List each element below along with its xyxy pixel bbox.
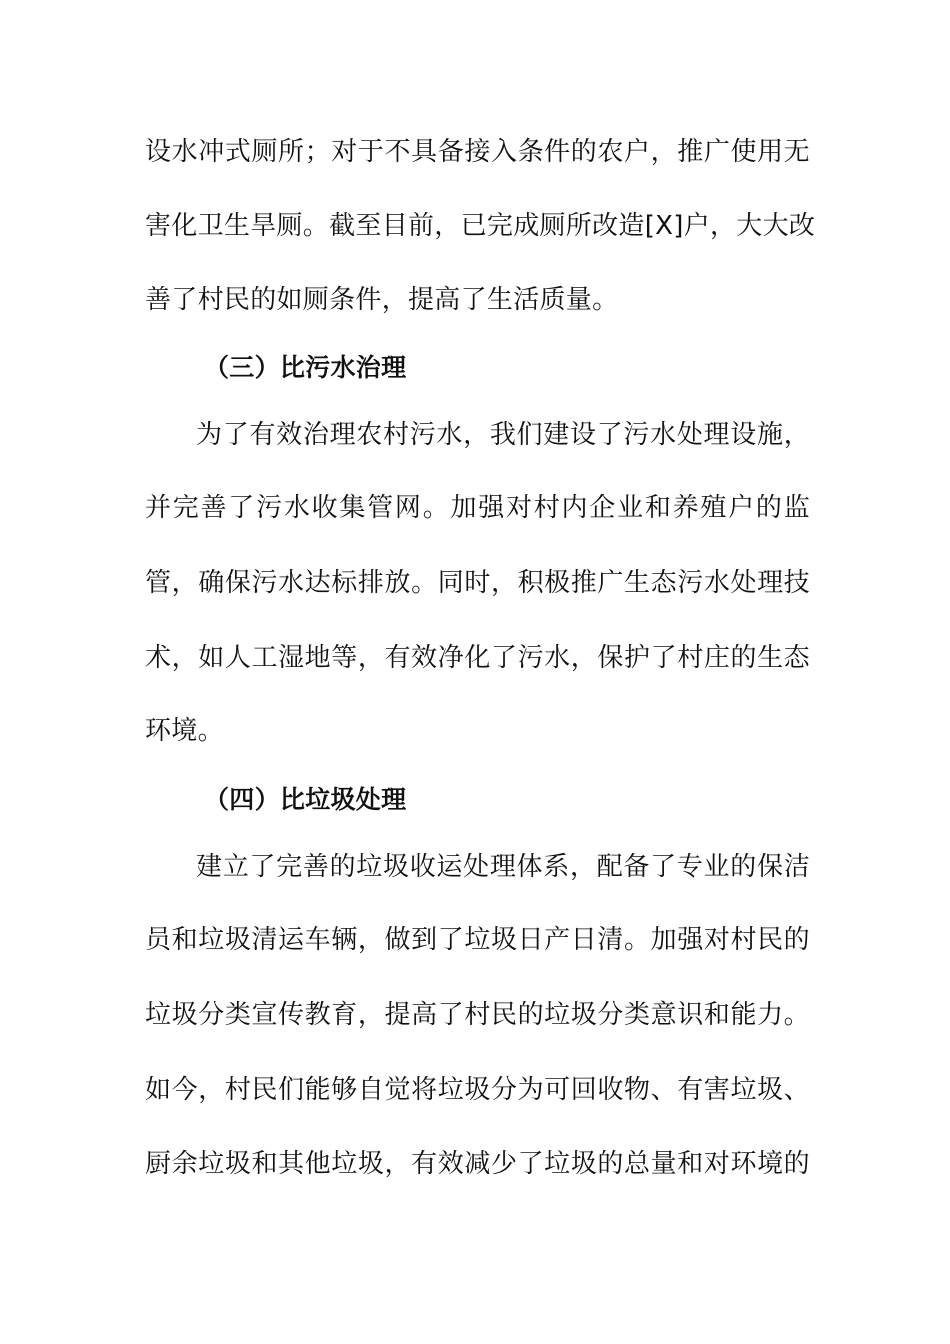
paragraph-line: 环境。	[145, 716, 224, 746]
paragraph-line: 为了有效治理农村污水，我们建设了污水处理设施，	[196, 420, 810, 450]
paragraph-line: 害化卫生旱厕。截至目前，已完成厕所改造[X]户，大大改	[145, 211, 816, 241]
paragraph-line: 设水冲式厕所；对于不具备接入条件的农户，推广使用无	[145, 137, 810, 167]
paragraph-line: 并完善了污水收集管网。加强对村内企业和养殖户的监	[145, 493, 810, 523]
paragraph-line: 员和垃圾清运车辆，做到了垃圾日产日清。加强对村民的	[145, 925, 810, 955]
paragraph-line: 如今，村民们能够自觉将垃圾分为可回收物、有害垃圾、	[145, 1075, 810, 1105]
paragraph-line: 术，如人工湿地等，有效净化了污水，保护了村庄的生态	[145, 643, 810, 673]
paragraph-line: 垃圾分类宣传教育，提高了村民的垃圾分类意识和能力。	[145, 1000, 810, 1030]
paragraph-line: 厨余垃圾和其他垃圾，有效减少了垃圾的总量和对环境的	[145, 1149, 810, 1179]
section-heading-garbage: （四）比垃圾处理	[204, 785, 407, 814]
paragraph-line: 管，确保污水达标排放。同时，积极推广生态污水处理技	[145, 568, 810, 598]
paragraph-line: 建立了完善的垃圾收运处理体系，配备了专业的保洁	[196, 852, 810, 882]
paragraph-line: 善了村民的如厕条件，提高了生活质量。	[145, 285, 619, 315]
section-heading-sewage: （三）比污水治理	[204, 353, 407, 382]
